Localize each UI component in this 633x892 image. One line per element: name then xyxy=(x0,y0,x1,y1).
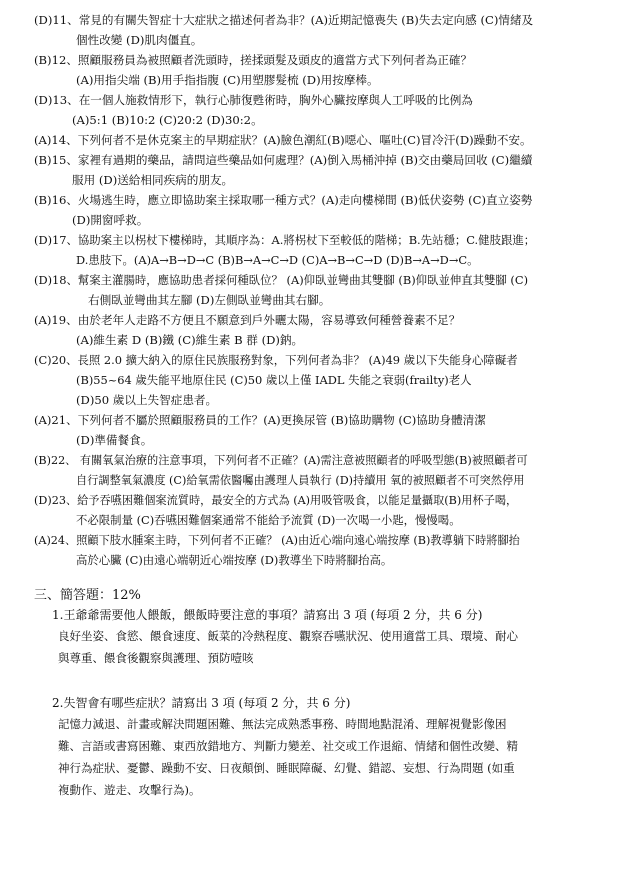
answer-line: 複動作、遊走、攻擊行為)。 xyxy=(58,783,201,797)
question-22-line-1: (B)22、 有關氧氣治療的注意事項，下列何者不正確？(A)需注意被照顧者的呼吸型態(B)被照顧者可 xyxy=(34,454,528,467)
question-23-line-2: 不必限制量 (C)吞嚥困難個案通常不能給予流質 (D)一次喝一小匙，慢慢喝。 xyxy=(76,513,461,527)
question-19-line-2: (A)維生素 D (B)鐵 (C)維生素 B 群 (D)鈉。 xyxy=(76,333,304,347)
section-title: 三、簡答題：12% xyxy=(34,588,141,603)
question-24-line-2: 高於心臟 (C)由遠心端朝近心端按摩 (D)教導坐下時將腳抬高。 xyxy=(76,553,393,567)
answer-line: 神行為症狀、憂鬱、躁動不安、日夜顛倒、睡眠障礙、幻覺、錯認、妄想、行為問題 (如重 xyxy=(58,761,515,775)
short-answer-question: 1.王爺爺需要他人餵飯，餵飯時要注意的事項？請寫出 3 項 (每項 2 分，共 6 分) xyxy=(52,608,483,622)
answer-line: 記憶力減退、計畫或解決問題困難、無法完成熟悉事務、時間地點混淆、理解視覺影像困 xyxy=(58,717,507,731)
question-17-line-1: (D)17、協助案主以柺杖下樓梯時，其順序為：A.將柺杖下至較低的階梯；B.先站穩；C.健肢跟進； xyxy=(34,233,536,247)
question-21-line-2: (D)準備餐食。 xyxy=(76,433,153,447)
question-20-line-2: (B)55~64 歲失能平地原住民 (C)50 歲以上僅 IADL 失能之衰弱(frailty)老人 xyxy=(76,373,472,387)
question-20-line-1: (C)20、長照 2.0 擴大納入的原住民族服務對象，下列何者為非？ (A)49 歲以下失能身心障礙者 xyxy=(34,353,518,367)
question-20-line-3: (D)50 歲以上失智症患者。 xyxy=(76,393,218,407)
question-21-line-1: (A)21、下列何者不屬於照顧服務員的工作？(A)更換尿管 (B)協助購物 (C)協助身體清潔 xyxy=(34,413,486,427)
question-16-line-2: (D)開窗呼救。 xyxy=(72,213,149,227)
question-22-line-2: 自行調整氧氣濃度 (C)給氧需依醫囑由護理人員執行 (D)持續用 氧的被照顧者不可突然停用 xyxy=(76,474,525,487)
answer-line: 良好坐姿、食慾、餵食速度、飯菜的冷熱程度、觀察吞嚥狀況、使用適當工具、環境、耐心 xyxy=(58,629,518,643)
question-13-line-1: (D)13、在一個人施救情形下，執行心肺復甦術時，胸外心臟按摩與人工呼吸的比例為 xyxy=(34,93,473,107)
question-12-line-1: (B)12、照顧服務員為被照顧者洗頭時，搓揉頭髮及頭皮的適當方式下列何者為正確？ xyxy=(34,53,473,67)
question-18-line-1: (D)18、幫案主灌腸時，應協助患者採何種臥位？ (A)仰臥並彎曲其雙腳 (B)仰臥並伸直其雙腳 (C) xyxy=(34,273,529,287)
question-19-line-1: (A)19、由於老年人走路不方便且不願意到戶外曬太陽，容易導致何種營養素不足？ xyxy=(34,313,461,327)
question-13-line-2: (A)5:1 (B)10:2 (C)20:2 (D)30:2。 xyxy=(72,113,263,127)
question-23-line-1: (D)23、給予吞嚥困難個案流質時，最安全的方式為 (A)用吸管吸食，以能足量攝取(B)用杯子喝， xyxy=(34,494,518,507)
question-11-line-1: (D)11、常見的有關失智症十大症狀之描述何者為非？(A)近期記憶喪失 (B)失去定向感 (C)情緒及 xyxy=(34,13,534,27)
question-11-line-2: 個性改變 (D)肌肉僵直。 xyxy=(76,33,203,47)
question-17-line-2: D.患肢下。(A)A→B→D→C (B)B→A→C→D (C)A→B→C→D (D)B→A→D→C。 xyxy=(76,253,479,267)
question-24-line-1: (A)24、照顧下肢水腫案主時，下列何者不正確？ (A)由近心端向遠心端按摩 (B)教導躺下時將腳抬 xyxy=(34,534,520,547)
answer-line: 與尊重、餵食後觀察與護理、預防噎咳 xyxy=(58,651,254,665)
question-18-line-2: 右側臥並彎曲其左腳 (D)左側臥並彎曲其右腳。 xyxy=(88,293,331,307)
question-16-line-1: (B)16、火場逃生時，應立即協助案主採取哪一種方式？(A)走向樓梯間 (B)低伏姿勢 (C)直立姿勢 xyxy=(34,193,533,207)
question-15-line-1: (B)15、家裡有過期的藥品，請問這些藥品如何處理？(A)倒入馬桶沖掉 (B)交由藥局回收 (C)繼續 xyxy=(34,153,533,167)
short-answer-question: 2.失智會有哪些症狀？請寫出 3 項 (每項 2 分，共 6 分) xyxy=(52,696,351,710)
answer-line: 難、言語或書寫困難、東西放錯地方、判斷力變差、社交或工作退縮、情緒和個性改變、精 xyxy=(58,739,518,753)
question-12-line-2: (A)用指尖端 (B)用手指指腹 (C)用塑膠髮梳 (D)用按摩棒。 xyxy=(76,73,379,87)
question-14-line-1: (A)14、下列何者不是休克案主的早期症狀？(A)臉色潮紅(B)噁心、嘔吐(C)冒冷汗(D)躁動不安。 xyxy=(34,133,532,147)
question-15-line-2: 服用 (D)送給相同疾病的朋友。 xyxy=(72,173,234,187)
